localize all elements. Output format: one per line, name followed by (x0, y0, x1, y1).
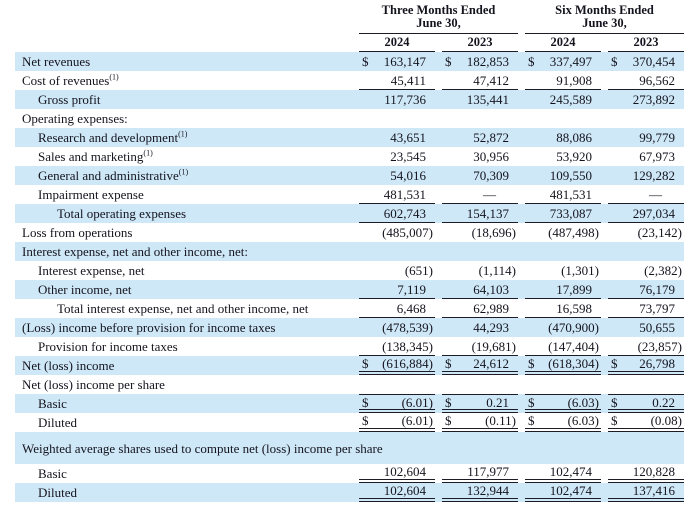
value-cell (359, 52, 435, 71)
table-row (15, 337, 684, 356)
value-cell (525, 413, 601, 432)
value-cell (525, 483, 601, 502)
value-text: 62,989 (473, 300, 509, 316)
value-text: 137,416 (632, 483, 675, 498)
row-label (15, 92, 352, 107)
row-label-text: Provision for income taxes (38, 339, 178, 354)
value-text: 24,612 (473, 356, 509, 371)
table-row (15, 204, 684, 223)
row-label (15, 187, 352, 202)
row-label-text: Interest expense, net and other income, net: (22, 244, 248, 259)
value-cell (442, 464, 518, 483)
row-label (15, 54, 352, 69)
row-label-text: General and administrative (38, 168, 179, 183)
value-text: 50,655 (639, 320, 675, 335)
value-cell (359, 356, 435, 375)
value-cell (525, 166, 601, 185)
value-cell (608, 337, 684, 356)
row-label (15, 130, 352, 145)
table-row (15, 261, 684, 280)
row-label (15, 244, 684, 259)
col-group-title: Three Months Ended (381, 3, 496, 17)
table-row (15, 394, 684, 413)
value-text: — (649, 186, 662, 202)
value-text: (147,404) (548, 338, 599, 354)
value-cell (359, 464, 435, 483)
value-cell (608, 299, 684, 318)
row-label (15, 320, 352, 335)
value-text: 102,604 (383, 483, 426, 498)
row-label (15, 73, 352, 88)
dollar-sign: $ (528, 413, 535, 428)
value-text: 43,651 (390, 130, 426, 145)
value-text: 23,545 (390, 149, 426, 164)
dollar-sign: $ (362, 413, 369, 428)
value-text: 17,899 (556, 281, 592, 297)
value-text: 73,797 (639, 300, 675, 316)
year-header-row (15, 36, 684, 52)
value-cell (525, 337, 601, 356)
dollar-sign: $ (445, 54, 452, 69)
value-text: 102,474 (549, 483, 592, 498)
value-text: 67,973 (639, 149, 675, 164)
value-cell (608, 204, 684, 223)
row-label-text: Cost of revenues (22, 73, 110, 88)
table-row (15, 242, 684, 261)
col-group-title: Six Months Ended (555, 3, 654, 17)
value-text: (1,114) (478, 263, 516, 278)
value-text: 337,497 (549, 54, 592, 69)
footnote-marker: (1) (109, 72, 119, 82)
value-cell (442, 185, 518, 204)
value-text: 6,468 (396, 300, 426, 316)
value-text: (138,345) (382, 338, 433, 354)
row-label (15, 485, 352, 500)
value-cell (359, 318, 435, 337)
row-label (15, 358, 352, 373)
value-cell (608, 90, 684, 109)
dollar-sign: $ (362, 394, 369, 410)
dollar-sign: $ (528, 54, 535, 69)
value-cell (359, 166, 435, 185)
value-cell (525, 280, 601, 299)
value-cell (525, 394, 601, 413)
col-group-subtitle: June 30, (582, 16, 627, 30)
value-text: (0.08) (650, 413, 682, 428)
table-row (15, 166, 684, 185)
value-text: (470,900) (548, 320, 599, 335)
value-cell (525, 52, 601, 71)
value-text: 163,147 (383, 54, 426, 69)
row-label-text: (Loss) income before provision for income taxes (22, 320, 276, 335)
value-text: 26,798 (639, 356, 675, 371)
value-text: (6.01) (401, 394, 433, 410)
table-row (15, 185, 684, 204)
row-label-text: Gross profit (38, 92, 101, 107)
value-text: (616,884) (382, 356, 433, 371)
value-text: 102,474 (549, 464, 592, 479)
value-text: 45,411 (390, 72, 426, 88)
table-row (15, 90, 684, 109)
value-text: 70,309 (473, 168, 509, 183)
value-cell (608, 223, 684, 242)
table-row (15, 280, 684, 299)
value-cell (525, 71, 601, 90)
year-col-header-3mo-2023: 2023 (442, 36, 518, 52)
value-text: 602,743 (383, 205, 426, 221)
value-text: 0.21 (486, 394, 509, 410)
table-row (15, 318, 684, 337)
row-label-text: Total interest expense, net and other income, net (57, 301, 309, 316)
value-text: 64,103 (473, 281, 509, 297)
value-cell (442, 71, 518, 90)
value-cell (608, 280, 684, 299)
value-cell (608, 166, 684, 185)
value-cell (359, 185, 435, 204)
value-cell (608, 318, 684, 337)
col-group-subtitle: June 30, (416, 16, 461, 30)
value-text: 135,441 (466, 92, 509, 107)
value-cell (359, 394, 435, 413)
table-row (15, 299, 684, 318)
dollar-sign: $ (362, 356, 369, 371)
row-label-text: Impairment expense (38, 187, 144, 202)
value-cell (525, 464, 601, 483)
table-row (15, 464, 684, 483)
value-cell (359, 90, 435, 109)
table-row (15, 356, 684, 375)
value-text: (0.11) (485, 413, 516, 428)
value-text: (651) (404, 263, 433, 278)
value-text: (6.03) (567, 394, 599, 410)
value-cell (442, 318, 518, 337)
value-cell (525, 318, 601, 337)
value-text: 132,944 (466, 483, 509, 498)
value-cell (525, 128, 601, 147)
value-text: 481,531 (549, 186, 592, 202)
row-label (15, 377, 684, 392)
value-cell (359, 71, 435, 90)
row-label-text: Basic (38, 396, 67, 411)
dollar-sign: $ (611, 394, 618, 410)
value-cell (442, 413, 518, 432)
row-label (15, 263, 352, 278)
footnote-marker: (1) (178, 167, 189, 177)
value-text: 30,956 (473, 149, 509, 164)
row-label (15, 225, 352, 240)
row-label-text: Net (loss) income per share (22, 377, 165, 392)
value-text: 53,920 (556, 149, 592, 164)
value-cell (442, 223, 518, 242)
row-label-text: Weighted average shares used to compute net (loss) income per share (22, 440, 383, 456)
dollar-sign: $ (611, 54, 618, 69)
value-text: (618,304) (548, 356, 599, 371)
value-text: 52,872 (473, 130, 509, 145)
value-cell (442, 147, 518, 166)
value-cell (525, 299, 601, 318)
value-text: (23,857) (637, 338, 682, 354)
value-cell (525, 185, 601, 204)
dollar-sign: $ (611, 356, 618, 371)
value-cell (525, 356, 601, 375)
value-cell (442, 90, 518, 109)
row-label-text: Research and development (38, 130, 179, 145)
value-text: 245,589 (549, 92, 592, 107)
value-text: 91,908 (556, 72, 592, 88)
row-label-text: Basic (38, 466, 67, 481)
value-cell (442, 299, 518, 318)
row-label (15, 339, 352, 354)
value-text: (485,007) (382, 225, 433, 240)
value-cell (608, 394, 684, 413)
value-text: 120,828 (632, 464, 675, 479)
value-cell (442, 166, 518, 185)
income-statement-table (15, 4, 684, 502)
value-text: 76,179 (639, 281, 675, 297)
value-text: 44,293 (473, 320, 509, 335)
value-cell (525, 204, 601, 223)
row-label (15, 415, 352, 430)
row-label-text: Diluted (38, 415, 77, 430)
row-label (15, 396, 352, 411)
value-text: 297,034 (632, 205, 675, 221)
year-col-header-6mo-2024: 2024 (525, 36, 601, 52)
table-row (15, 147, 684, 166)
value-text: — (483, 186, 496, 202)
table-row (15, 71, 684, 90)
row-label (15, 206, 352, 221)
col-group-six-months (525, 4, 684, 34)
row-label (15, 149, 352, 164)
value-cell (442, 280, 518, 299)
table-row (15, 483, 684, 502)
value-cell (525, 223, 601, 242)
value-cell (359, 204, 435, 223)
value-cell (608, 413, 684, 432)
value-cell (525, 90, 601, 109)
value-cell (442, 261, 518, 280)
value-cell (442, 337, 518, 356)
row-label-text: Loss from operations (22, 225, 133, 240)
value-cell (359, 299, 435, 318)
value-cell (608, 356, 684, 375)
value-text: 117,977 (467, 464, 509, 479)
row-label-text: Interest expense, net (38, 263, 145, 278)
table-row (15, 375, 684, 394)
row-label-text: Other income, net (38, 282, 132, 297)
table-body (15, 52, 684, 502)
value-cell (442, 204, 518, 223)
col-group-three-months (359, 4, 518, 34)
value-cell (359, 280, 435, 299)
value-cell (359, 483, 435, 502)
value-text: 7,119 (397, 281, 426, 297)
table-row (15, 223, 684, 242)
value-text: 0.22 (652, 394, 675, 410)
row-label-text: Net revenues (22, 54, 91, 69)
row-label (15, 441, 684, 456)
row-label (15, 168, 352, 183)
row-label-text: Total operating expenses (57, 206, 187, 221)
value-text: 129,282 (632, 168, 675, 183)
footnote-marker: (1) (143, 148, 153, 158)
value-cell (608, 147, 684, 166)
value-text: (19,681) (471, 338, 516, 354)
year-col-header-3mo-2024: 2024 (359, 36, 435, 52)
table-row (15, 432, 684, 464)
row-label (15, 466, 352, 481)
value-cell (525, 147, 601, 166)
value-cell (608, 71, 684, 90)
value-text: (6.03) (567, 413, 599, 428)
value-cell (608, 483, 684, 502)
value-text: 733,087 (549, 205, 592, 221)
value-cell (359, 337, 435, 356)
dollar-sign: $ (362, 54, 369, 69)
dollar-sign: $ (445, 356, 452, 371)
value-cell (359, 223, 435, 242)
value-text: 370,454 (632, 54, 675, 69)
table-row (15, 52, 684, 71)
value-text: 273,892 (632, 92, 675, 107)
value-cell (608, 464, 684, 483)
value-cell (359, 147, 435, 166)
value-text: (18,696) (471, 225, 516, 240)
value-text: 99,779 (639, 130, 675, 145)
row-label (15, 301, 352, 316)
table-row (15, 413, 684, 432)
value-cell (525, 261, 601, 280)
value-cell (608, 185, 684, 204)
value-text: 54,016 (390, 168, 426, 183)
value-text: 96,562 (639, 72, 675, 88)
value-cell (359, 261, 435, 280)
row-label (15, 282, 352, 297)
value-cell (442, 356, 518, 375)
value-cell (608, 128, 684, 147)
table-row (15, 109, 684, 128)
dollar-sign: $ (445, 413, 452, 428)
value-cell (442, 52, 518, 71)
dollar-sign: $ (445, 394, 452, 410)
row-label-text: Diluted (38, 485, 77, 500)
value-text: 16,598 (556, 300, 592, 316)
table-row (15, 128, 684, 147)
value-text: (23,142) (637, 225, 682, 240)
value-text: (487,498) (548, 225, 599, 240)
row-label (15, 111, 684, 126)
row-label-text: Operating expenses: (22, 111, 128, 126)
value-text: (6.01) (401, 413, 433, 428)
year-col-header-6mo-2023: 2023 (608, 36, 684, 52)
dollar-sign: $ (528, 356, 535, 371)
value-text: 88,086 (556, 130, 592, 145)
value-text: (2,382) (644, 263, 682, 278)
value-text: 154,137 (466, 205, 509, 221)
value-cell (442, 483, 518, 502)
value-cell (608, 261, 684, 280)
value-text: 47,412 (473, 72, 509, 88)
value-text: 481,531 (383, 186, 426, 202)
value-cell (608, 52, 684, 71)
value-text: 117,736 (384, 92, 426, 107)
value-cell (442, 394, 518, 413)
value-cell (359, 128, 435, 147)
value-text: (1,301) (561, 263, 599, 278)
row-label-text: Net (loss) income (22, 358, 115, 373)
row-label-text: Sales and marketing (38, 149, 144, 164)
value-cell (359, 413, 435, 432)
period-header-row (15, 4, 684, 34)
dollar-sign: $ (528, 394, 535, 410)
value-text: 182,853 (466, 54, 509, 69)
value-cell (442, 128, 518, 147)
value-text: (478,539) (382, 320, 433, 335)
value-text: 109,550 (549, 168, 592, 183)
footnote-marker: (1) (178, 129, 188, 139)
value-text: 102,604 (383, 464, 426, 479)
dollar-sign: $ (611, 413, 618, 428)
